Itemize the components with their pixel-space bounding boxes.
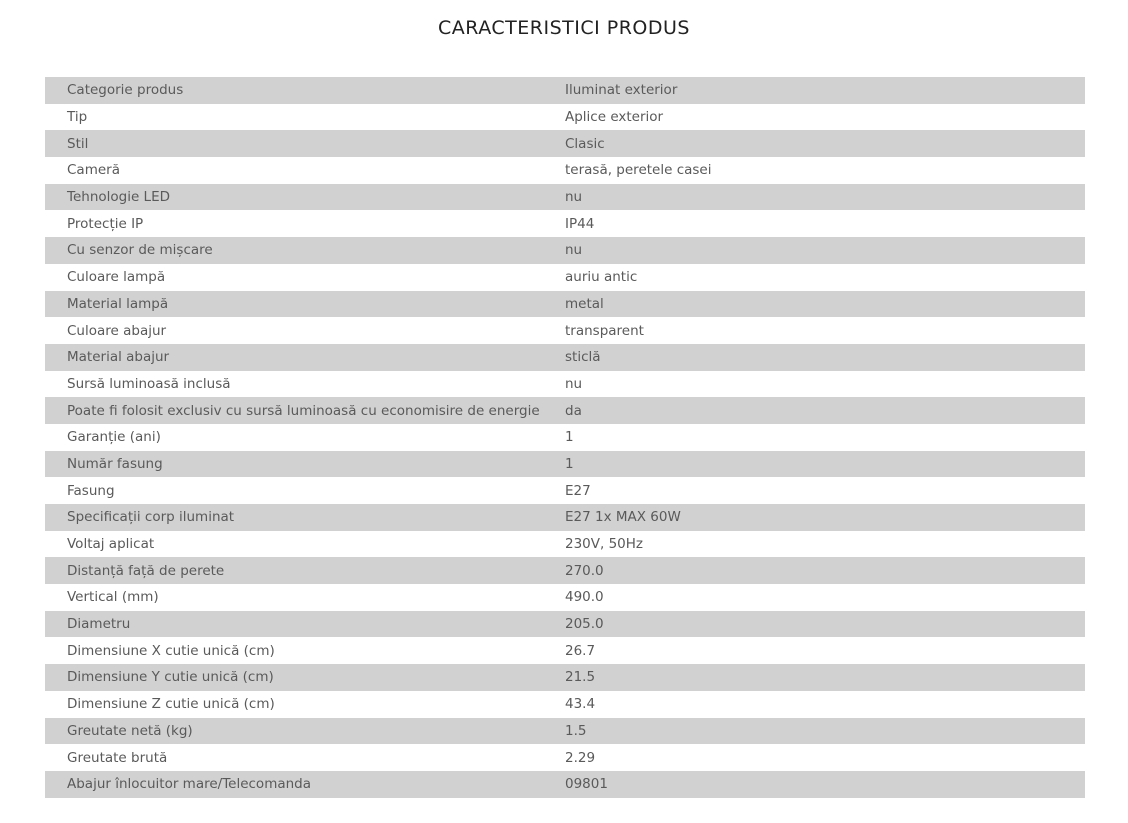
spec-row (45, 504, 1085, 531)
spec-label: Greutate brută (67, 749, 168, 766)
spec-value: E27 1x MAX 60W (565, 509, 681, 526)
spec-value: da (565, 402, 582, 419)
spec-value: 205.0 (565, 616, 604, 633)
spec-row (45, 210, 1085, 237)
spec-row (45, 157, 1085, 184)
spec-row (45, 744, 1085, 771)
spec-value: Clasic (565, 135, 605, 152)
spec-label: Sursă luminoasă inclusă (67, 375, 231, 392)
spec-row (45, 718, 1085, 745)
spec-row (45, 104, 1085, 131)
spec-value: nu (565, 242, 583, 259)
spec-row (45, 557, 1085, 584)
spec-label: Cu senzor de mișcare (67, 242, 213, 259)
spec-row (45, 291, 1085, 318)
spec-label: Fasung (67, 482, 115, 499)
spec-label: Culoare lampă (67, 269, 166, 286)
spec-row (45, 531, 1085, 558)
spec-label: Protecție IP (67, 215, 144, 232)
spec-label: Specificații corp iluminat (67, 509, 235, 526)
spec-value: 1.5 (565, 722, 587, 739)
spec-label: Tehnologie LED (67, 189, 171, 206)
spec-label: Culoare abajur (67, 322, 167, 339)
spec-row (45, 184, 1085, 211)
spec-value: transparent (565, 322, 644, 339)
spec-row (45, 771, 1085, 798)
spec-value: metal (565, 295, 604, 312)
spec-row (45, 611, 1085, 638)
spec-label: Tip (67, 109, 88, 126)
page-title: CARACTERISTICI PRODUS (438, 17, 690, 39)
spec-row (45, 477, 1085, 504)
spec-row (45, 77, 1085, 104)
spec-value: 230V, 50Hz (565, 536, 644, 553)
spec-value: 43.4 (565, 696, 596, 713)
spec-row (45, 424, 1085, 451)
spec-value: 270.0 (565, 562, 604, 579)
spec-label: Dimensiune Z cutie unică (cm) (67, 696, 275, 713)
spec-value: Iluminat exterior (565, 82, 678, 99)
spec-row (45, 451, 1085, 478)
spec-label: Vertical (mm) (67, 589, 159, 606)
spec-value: nu (565, 189, 583, 206)
spec-value: 1 (565, 455, 574, 472)
spec-value: Aplice exterior (565, 109, 664, 126)
spec-label: Voltaj aplicat (67, 536, 155, 553)
spec-row (45, 664, 1085, 691)
spec-label: Dimensiune Y cutie unică (cm) (67, 669, 274, 686)
spec-row (45, 584, 1085, 611)
spec-value: 2.29 (565, 749, 596, 766)
spec-value: terasă, peretele casei (565, 162, 712, 179)
spec-row (45, 317, 1085, 344)
spec-value: E27 (565, 482, 591, 499)
spec-label: Dimensiune X cutie unică (cm) (67, 642, 275, 659)
spec-table-body (45, 77, 1085, 798)
spec-row (45, 397, 1085, 424)
spec-table (45, 77, 1085, 798)
spec-value: auriu antic (565, 269, 638, 286)
spec-row (45, 371, 1085, 398)
spec-label: Diametru (67, 616, 131, 633)
spec-value: 490.0 (565, 589, 604, 606)
spec-value: IP44 (565, 215, 595, 232)
spec-label: Abajur înlocuitor mare/Telecomanda (67, 776, 312, 793)
spec-label: Material lampă (67, 295, 169, 312)
spec-row (45, 130, 1085, 157)
spec-row (45, 237, 1085, 264)
spec-label: Număr fasung (67, 455, 163, 472)
spec-value: nu (565, 375, 583, 392)
spec-label: Material abajur (67, 349, 170, 366)
spec-label: Greutate netă (kg) (67, 722, 193, 739)
spec-label: Distanță față de perete (67, 562, 225, 579)
spec-row (45, 637, 1085, 664)
spec-label: Categorie produs (67, 82, 184, 99)
spec-value: sticlă (565, 349, 601, 366)
spec-label: Cameră (67, 162, 120, 179)
spec-row (45, 691, 1085, 718)
spec-row (45, 264, 1085, 291)
spec-value: 26.7 (565, 642, 596, 659)
spec-label: Poate fi folosit exclusiv cu sursă luminoasă cu economisire de energie (67, 402, 540, 419)
spec-value: 1 (565, 429, 574, 446)
spec-label: Stil (67, 135, 89, 152)
spec-value: 09801 (565, 776, 608, 793)
spec-value: 21.5 (565, 669, 596, 686)
spec-row (45, 344, 1085, 371)
spec-label: Garanție (ani) (67, 429, 161, 446)
